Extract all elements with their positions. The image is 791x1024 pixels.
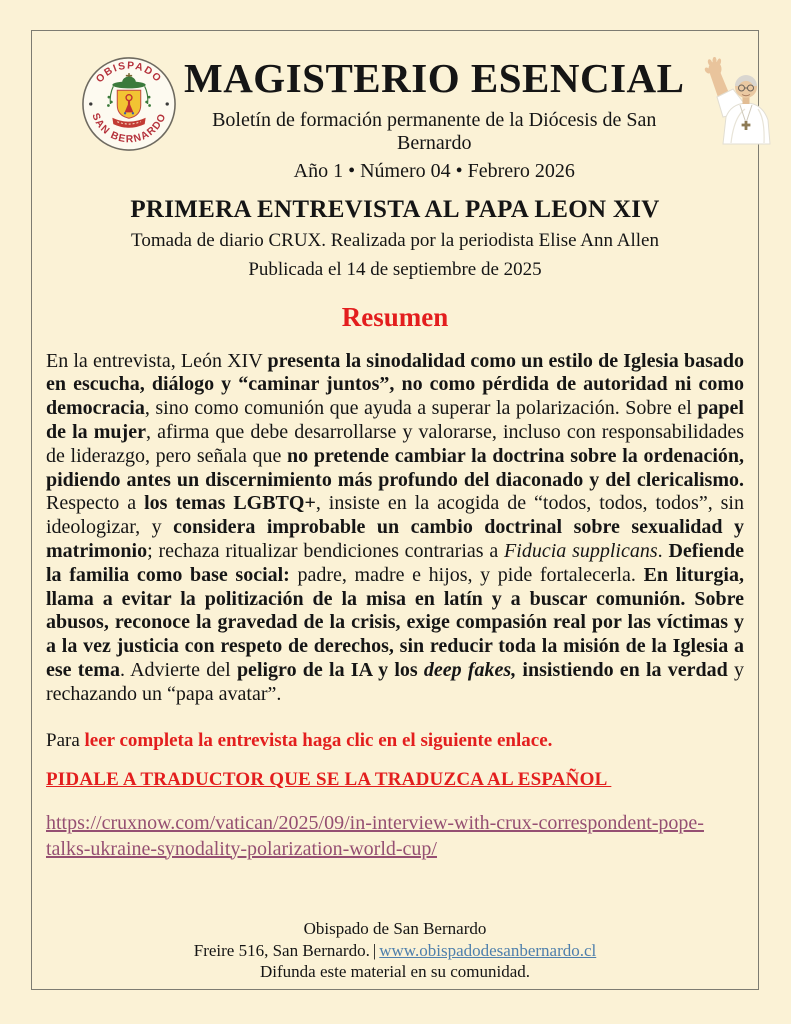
newsletter-page-frame bbox=[31, 30, 759, 990]
article-published-line: Publicada el 14 de septiembre de 2025 bbox=[248, 258, 542, 280]
page-title: MAGISTERIO ESENCIAL bbox=[184, 55, 685, 101]
translate-note: PIDALE A TRADUCTOR QUE SE LA TRADUZCA AL ESPAÑOL bbox=[46, 768, 612, 790]
masthead bbox=[32, 31, 758, 183]
diocese-website-link[interactable]: www.obispadodesanbernardo.cl bbox=[379, 940, 597, 960]
cta-prefix: Para bbox=[46, 729, 85, 751]
masthead-text-block bbox=[178, 55, 690, 183]
footer-org: Obispado de San Bernardo bbox=[303, 919, 487, 939]
masthead-subtitle: Boletín de formación permanente de la Diócesis de San Bernardo bbox=[212, 109, 657, 155]
cta-red-text: leer completa la entrevista haga clic en el siguiente enlace. bbox=[84, 729, 553, 751]
seal-top-text: OBISPADO bbox=[94, 60, 164, 86]
footer-address-line bbox=[32, 940, 758, 961]
page-footer bbox=[32, 918, 758, 982]
article-source-line: Tomada de diario CRUX. Realizada por la periodista Elise Ann Allen bbox=[131, 230, 659, 252]
footer-address: Freire 516, San Bernardo. bbox=[193, 940, 370, 960]
diocese-seal-logo bbox=[80, 55, 178, 153]
summary-paragraph: En la entrevista, León XIV presenta la sinodalidad como un estilo de Iglesia basado en escucha, diálogo y “caminar juntos”, no como pérdida de autoridad ni como democracia, sino como comunión que ayuda a superar la polarización. Sobre el papel de la mujer, afirma que debe desarrollarse y valorarse, incluso con responsabilidades de liderazgo, pero señala que no pretende cambiar la doctrina sobre la ordenación, pidiendo antes un discernimiento más profundo del diaconado y del clericalismo. Respecto a los temas LGBTQ+, insiste en la acogida de “todos, todos, todos”, sin ideologizar, y considera improbable un cambio doctrinal sobre sexualidad y matrimonio; rechaza ritualizar bendiciones contrarias a Fiducia supplicans. Defiende la familia como base social: padre, madre e hijos, y pide fortalecerla. En liturgia, llama a evitar la politización de la misa en latín y a buscar comunión. Sobre abusos, reconoce la gravedad de la crisis, exige compasión real por las víctimas y a la vez justicia con respeto de derechos, sin reducir toda la misión de la Iglesia a ese tema. Advierte del peligro de la IA y los deep fakes, insistiendo en la verdad y rechazando un “papa avatar”. bbox=[46, 349, 745, 705]
article-title: PRIMERA ENTREVISTA AL PAPA LEON XIV bbox=[130, 196, 660, 224]
seal-bottom-text: SAN BERNARDO bbox=[89, 111, 169, 146]
crux-article-link[interactable]: https://cruxnow.com/vatican/2025/09/in-interview-with-crux-correspondent-pope-talks-ukraine-synodality-polarization-world-cup/ bbox=[46, 811, 704, 860]
article-header bbox=[32, 196, 758, 333]
footer-separator: | bbox=[372, 940, 377, 960]
cta-line bbox=[46, 730, 744, 752]
section-heading-resumen: Resumen bbox=[341, 301, 449, 332]
issue-line: Año 1 • Número 04 • Febrero 2026 bbox=[293, 160, 575, 183]
footer-share-note: Difunda este material en su comunidad. bbox=[259, 961, 531, 981]
pope-photo bbox=[690, 57, 780, 145]
